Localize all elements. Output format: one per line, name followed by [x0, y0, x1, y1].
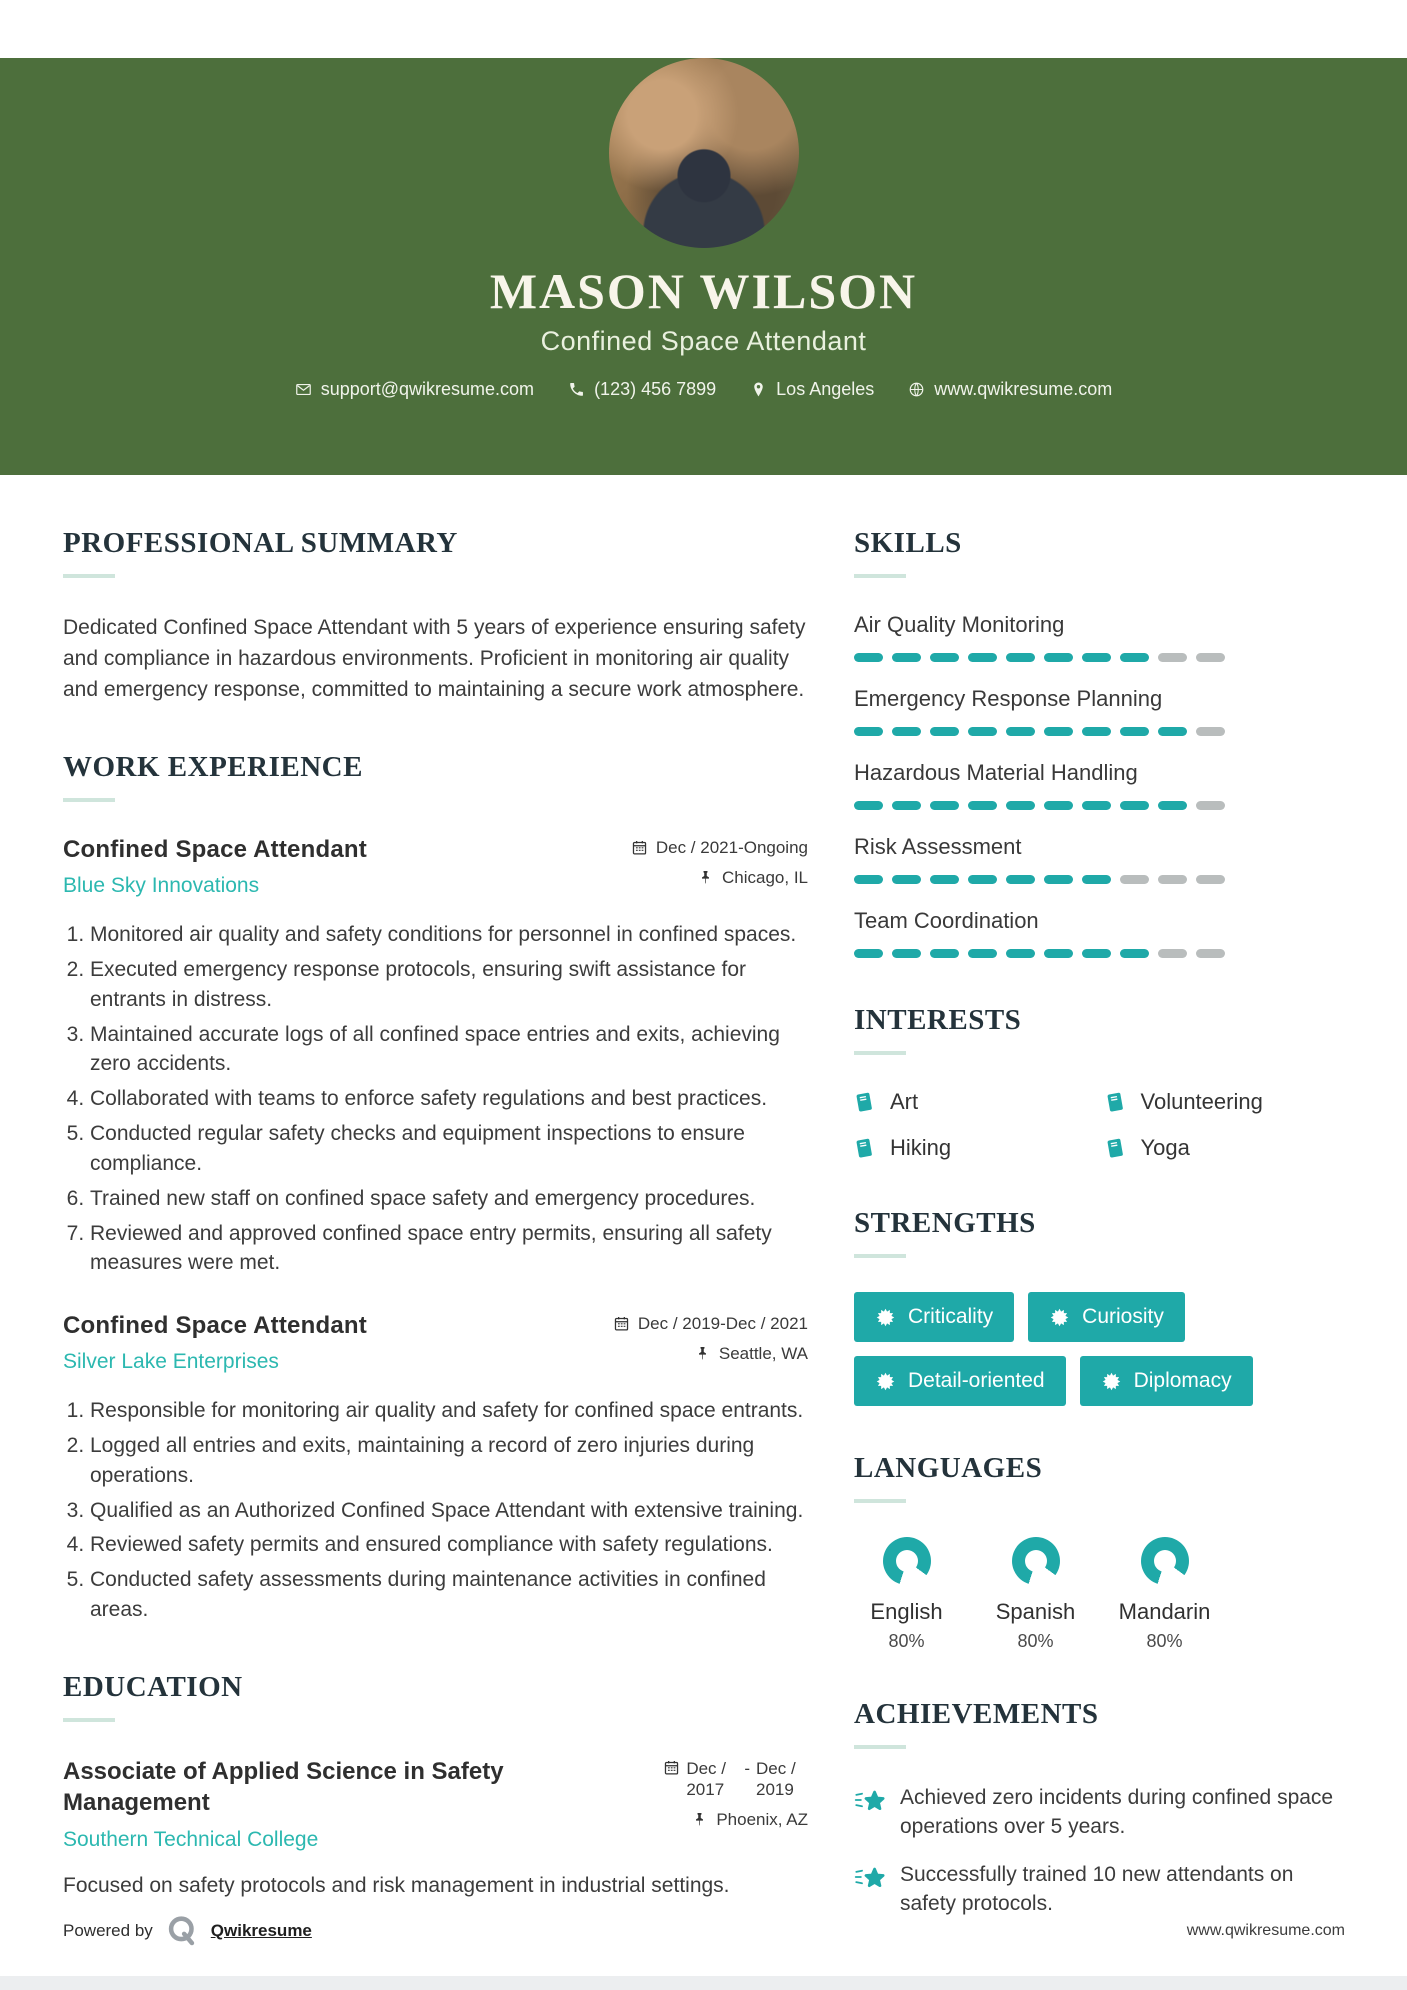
strengths-list	[854, 1292, 1345, 1406]
meter-segment	[1082, 801, 1111, 810]
meter-segment	[930, 727, 959, 736]
pushpin-icon	[694, 1345, 711, 1362]
qwikresume-link[interactable]: Qwikresume	[210, 1921, 312, 1940]
job-role-subtitle: Confined Space Attendant	[540, 326, 867, 356]
meter-segment	[1082, 727, 1111, 736]
education-date-start: Dec / 2017	[686, 1758, 727, 1800]
meter-segment	[1196, 653, 1225, 662]
meter-segment	[1120, 875, 1149, 884]
achievement-item	[854, 1783, 1345, 1842]
skill-label: Emergency Response Planning	[854, 686, 1163, 711]
skill-meter	[854, 727, 1345, 736]
education-meta	[663, 1756, 808, 1831]
meter-segment	[968, 875, 997, 884]
interests-grid	[854, 1089, 1345, 1161]
job-head	[63, 1312, 808, 1374]
shooting-star-icon	[854, 1785, 886, 1815]
skill-label: Risk Assessment	[854, 834, 1022, 859]
skill-meter	[854, 949, 1345, 958]
burst-icon	[1101, 1371, 1122, 1392]
footer-url[interactable]: www.qwikresume.com	[1186, 1922, 1345, 1939]
meter-segment	[1158, 653, 1187, 662]
language-name: English	[870, 1599, 943, 1624]
job-bullet: 3. Qualified as an Authorized Confined Space Attendant with extensive training.	[90, 1496, 808, 1526]
pushpin-icon	[691, 1811, 708, 1828]
header	[0, 58, 1407, 475]
burst-icon	[1049, 1307, 1070, 1328]
job-location	[697, 868, 808, 888]
contact-bar	[0, 379, 1407, 400]
job-bullet: 5. Conducted safety assessments during maintenance activities in confined areas.	[90, 1565, 808, 1625]
book-icon	[854, 1091, 876, 1113]
interest-item	[854, 1089, 1095, 1115]
section-languages	[854, 1452, 1345, 1652]
body-columns	[0, 475, 1407, 1937]
job-bullet: 3. Maintained accurate logs of all confined space entries and exits, achieving zero accidents.	[90, 1020, 808, 1080]
interest-label: Art	[890, 1089, 919, 1114]
heading-underline	[854, 1051, 906, 1055]
heading-underline	[854, 1745, 906, 1749]
meter-segment	[854, 875, 883, 884]
section-achievements	[854, 1698, 1345, 1919]
contact-website[interactable]	[908, 379, 1112, 400]
degree-title: Associate of Applied Science in Safety Management	[63, 1757, 504, 1817]
job-meta	[631, 836, 808, 888]
education-date-separator: -	[744, 1758, 750, 1778]
interest-label: Volunteering	[1140, 1089, 1263, 1114]
contact-location-text: Los Angeles	[776, 379, 875, 399]
job-bullet-list	[63, 920, 808, 1278]
language-name: Mandarin	[1118, 1599, 1211, 1624]
shooting-star-icon	[854, 1862, 886, 1892]
interest-label: Yoga	[1140, 1135, 1190, 1160]
summary-text: Dedicated Confined Space Attendant with 5 years of experience ensuring safety and compliance in hazardous environments. Proficient in monitoring air quality and emergency response, committed to maintaining a secure work atmosphere.	[63, 616, 806, 702]
education-head	[63, 1756, 808, 1852]
job-title: Confined Space Attendant	[63, 836, 367, 864]
skill-item	[854, 612, 1345, 662]
meter-segment	[892, 653, 921, 662]
section-skills	[854, 527, 1345, 958]
meter-segment	[1082, 875, 1111, 884]
powered-by-label: Powered by	[63, 1921, 153, 1940]
job-location-text: Seattle, WA	[718, 1344, 808, 1364]
job-date	[613, 1314, 808, 1334]
book-icon	[854, 1137, 876, 1159]
burst-icon	[875, 1371, 896, 1392]
job-location-text: Chicago, IL	[722, 868, 808, 888]
burst-icon	[875, 1307, 896, 1328]
meter-segment	[1044, 949, 1073, 958]
meter-segment	[1006, 949, 1035, 958]
meter-segment	[1196, 727, 1225, 736]
education-dates	[663, 1758, 808, 1801]
strength-badge	[1028, 1292, 1185, 1342]
meter-segment	[1044, 875, 1073, 884]
language-name: Spanish	[995, 1599, 1076, 1624]
meter-segment	[1082, 949, 1111, 958]
meter-segment	[968, 653, 997, 662]
location-icon	[750, 381, 767, 398]
skill-label: Air Quality Monitoring	[854, 612, 1065, 637]
job-date	[631, 838, 808, 858]
contact-email[interactable]	[295, 379, 534, 400]
job-entry	[63, 836, 808, 1278]
section-education	[63, 1671, 808, 1901]
meter-segment	[1158, 875, 1187, 884]
contact-location[interactable]	[750, 379, 874, 400]
job-bullet: 2. Executed emergency response protocols, ensuring swift assistance for entrants in distress.	[90, 955, 808, 1015]
meter-segment	[1082, 653, 1111, 662]
skill-item	[854, 760, 1345, 810]
education-location	[691, 1810, 808, 1830]
calendar-icon	[613, 1315, 630, 1332]
language-percent: 80%	[1017, 1631, 1054, 1651]
job-bullet: 1. Monitored air quality and safety conditions for personnel in confined spaces.	[90, 920, 808, 950]
language-donut-chart	[883, 1537, 931, 1585]
section-heading: EDUCATION	[63, 1670, 243, 1703]
left-column	[63, 527, 808, 1901]
job-date-text: Dec / 2019-Dec / 2021	[637, 1314, 808, 1334]
meter-segment	[892, 949, 921, 958]
section-heading: SKILLS	[854, 527, 962, 559]
phone-icon	[568, 381, 585, 398]
job-bullet: 7. Reviewed and approved confined space entry permits, ensuring all safety measures were met.	[90, 1219, 808, 1279]
section-work-experience	[63, 751, 808, 1625]
job-bullet: 4. Reviewed safety permits and ensured compliance with safety regulations.	[90, 1530, 808, 1560]
meter-segment	[1044, 653, 1073, 662]
strength-label: Criticality	[908, 1305, 994, 1328]
skill-meter	[854, 801, 1345, 810]
contact-email-text: support@qwikresume.com	[320, 379, 535, 399]
job-title: Confined Space Attendant	[63, 1312, 367, 1340]
meter-segment	[892, 727, 921, 736]
pushpin-icon	[697, 869, 714, 886]
email-icon	[295, 381, 312, 398]
meter-segment	[1120, 801, 1149, 810]
meter-segment	[930, 653, 959, 662]
skill-label: Hazardous Material Handling	[854, 760, 1138, 785]
company-name: Silver Lake Enterprises	[63, 1350, 279, 1374]
achievement-text: Achieved zero incidents during confined space operations over 5 years.	[900, 1786, 1334, 1839]
meter-segment	[930, 801, 959, 810]
heading-underline	[854, 574, 906, 578]
meter-segment	[1196, 949, 1225, 958]
meter-segment	[1006, 653, 1035, 662]
strength-label: Detail-oriented	[908, 1369, 1045, 1392]
meter-segment	[1044, 801, 1073, 810]
meter-segment	[892, 875, 921, 884]
right-column	[854, 527, 1345, 1937]
strength-badge	[854, 1356, 1066, 1406]
section-heading: WORK EXPERIENCE	[63, 751, 363, 784]
company-name: Blue Sky Innovations	[63, 874, 260, 898]
job-bullet: 5. Conducted regular safety checks and equipment inspections to ensure compliance.	[90, 1119, 808, 1179]
calendar-icon	[663, 1759, 680, 1776]
skill-item	[854, 834, 1345, 884]
meter-segment	[1158, 727, 1187, 736]
heading-underline	[63, 574, 115, 578]
globe-icon	[908, 381, 925, 398]
meter-segment	[968, 949, 997, 958]
heading-underline	[63, 1718, 115, 1722]
meter-segment	[1006, 801, 1035, 810]
achievement-item	[854, 1860, 1345, 1919]
heading-underline	[63, 798, 115, 802]
powered-by	[63, 1914, 312, 1948]
education-location-text: Phoenix, AZ	[716, 1810, 808, 1830]
qwikresume-logo-icon	[165, 1914, 199, 1948]
language-donut-chart	[1141, 1537, 1189, 1585]
interest-item	[1105, 1135, 1346, 1161]
interest-label: Hiking	[890, 1135, 952, 1160]
job-bullet: 1. Responsible for monitoring air quality and safety for confined space entrants.	[90, 1396, 808, 1426]
interest-item	[1105, 1089, 1346, 1115]
contact-phone[interactable]	[568, 379, 716, 400]
skill-meter	[854, 875, 1345, 884]
meter-segment	[1120, 653, 1149, 662]
heading-underline	[854, 1499, 906, 1503]
job-head-left	[63, 836, 367, 898]
interest-item	[854, 1135, 1095, 1161]
job-bullet: 6. Trained new staff on confined space safety and emergency procedures.	[90, 1184, 808, 1214]
book-icon	[1105, 1091, 1127, 1113]
achievement-text: Successfully trained 10 new attendants on safety protocols.	[900, 1862, 1294, 1916]
bottom-strip	[0, 1976, 1407, 1990]
meter-segment	[930, 875, 959, 884]
meter-segment	[1120, 727, 1149, 736]
section-heading: INTERESTS	[854, 1004, 1022, 1036]
section-interests	[854, 1004, 1345, 1161]
job-entry	[63, 1312, 808, 1625]
skill-item	[854, 908, 1345, 958]
footer	[63, 1914, 1345, 1948]
meter-segment	[1158, 949, 1187, 958]
language-item	[983, 1537, 1088, 1652]
meter-segment	[930, 949, 959, 958]
language-item	[854, 1537, 959, 1652]
calendar-icon	[631, 839, 648, 856]
section-heading: STRENGTHS	[854, 1207, 1036, 1239]
meter-segment	[854, 801, 883, 810]
section-heading: PROFESSIONAL SUMMARY	[63, 527, 458, 559]
strength-label: Curiosity	[1082, 1305, 1164, 1328]
job-date-text: Dec / 2021-Ongoing	[655, 838, 808, 858]
strength-label: Diplomacy	[1133, 1369, 1232, 1392]
contact-phone-text: (123) 456 7899	[594, 379, 717, 399]
skill-label: Team Coordination	[854, 908, 1039, 933]
job-bullet-list	[63, 1396, 808, 1625]
contact-website-text: www.qwikresume.com	[934, 379, 1113, 399]
job-bullet: 2. Logged all entries and exits, maintaining a record of zero injuries during operations.	[90, 1431, 808, 1491]
meter-segment	[1006, 727, 1035, 736]
job-head	[63, 836, 808, 898]
book-icon	[1105, 1137, 1127, 1159]
job-location	[694, 1344, 808, 1364]
meter-segment	[968, 801, 997, 810]
page-title: MASON WILSON	[489, 263, 918, 319]
meter-segment	[1196, 875, 1225, 884]
skill-meter	[854, 653, 1345, 662]
profile-photo	[609, 58, 799, 248]
section-professional-summary	[63, 527, 808, 705]
job-meta	[613, 1312, 808, 1364]
section-strengths	[854, 1207, 1345, 1406]
meter-segment	[1158, 801, 1187, 810]
job-bullet: 4. Collaborated with teams to enforce safety regulations and best practices.	[90, 1084, 808, 1114]
education-head-left	[63, 1756, 543, 1852]
education-date-end: Dec / 2019	[756, 1758, 796, 1800]
job-head-left	[63, 1312, 367, 1374]
meter-segment	[968, 727, 997, 736]
meter-segment	[1006, 875, 1035, 884]
education-note: Focused on safety protocols and risk management in industrial settings.	[63, 1874, 730, 1898]
language-donut-chart	[1012, 1537, 1060, 1585]
strength-badge	[854, 1292, 1014, 1342]
meter-segment	[854, 727, 883, 736]
meter-segment	[1196, 801, 1225, 810]
school-name: Southern Technical College	[63, 1828, 319, 1852]
heading-underline	[854, 1254, 906, 1258]
skill-item	[854, 686, 1345, 736]
language-item	[1112, 1537, 1217, 1652]
language-percent: 80%	[888, 1631, 925, 1651]
section-heading: ACHIEVEMENTS	[854, 1698, 1099, 1730]
meter-segment	[854, 653, 883, 662]
meter-segment	[1120, 949, 1149, 958]
strength-badge	[1080, 1356, 1253, 1406]
meter-segment	[1044, 727, 1073, 736]
section-heading: LANGUAGES	[854, 1452, 1043, 1484]
meter-segment	[854, 949, 883, 958]
meter-segment	[892, 801, 921, 810]
language-percent: 80%	[1146, 1631, 1183, 1651]
languages-list	[854, 1537, 1345, 1652]
